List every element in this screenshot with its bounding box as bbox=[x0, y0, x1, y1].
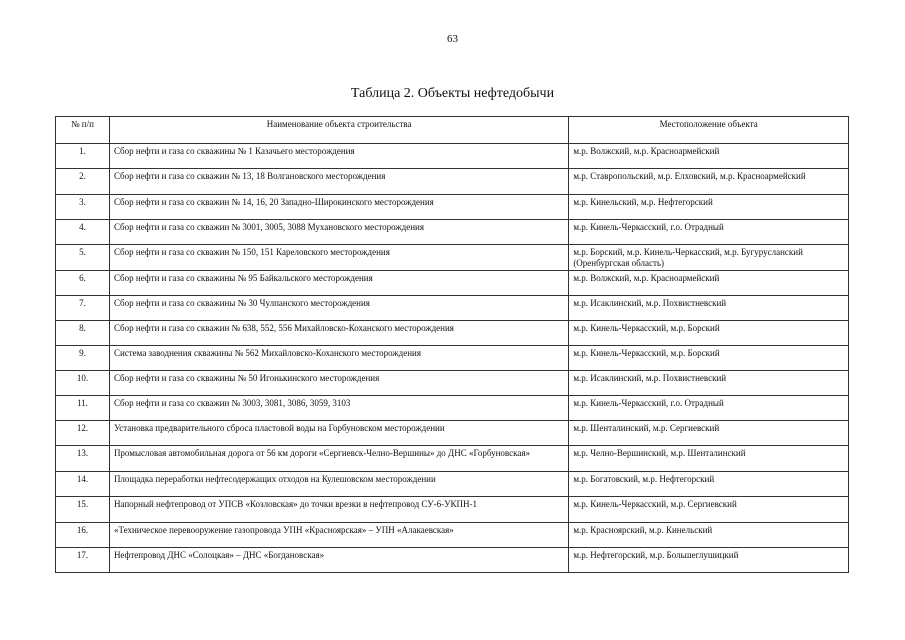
table-row bbox=[56, 144, 849, 169]
objects-table bbox=[55, 116, 849, 573]
row-num: 9. bbox=[56, 346, 110, 371]
table-row bbox=[56, 472, 849, 497]
row-num: 16. bbox=[56, 523, 110, 548]
row-name: Сбор нефти и газа со скважин № 638, 552, 556 Михайловско-Коханского месторождения bbox=[109, 321, 568, 346]
row-location: м.р. Нефтегорский, м.р. Большеглушицкий bbox=[569, 548, 849, 573]
table-row bbox=[56, 523, 849, 548]
row-num: 13. bbox=[56, 446, 110, 472]
table-row bbox=[56, 497, 849, 523]
row-name: Сбор нефти и газа со скважин № 150, 151 Кареловского месторождения bbox=[109, 245, 568, 271]
row-name: Напорный нефтепровод от УПСВ «Козловская» до точки врезки в нефтепровод СУ-6-УКПН-1 bbox=[109, 497, 568, 523]
table-row bbox=[56, 396, 849, 421]
row-location: м.р. Волжский, м.р. Красноармейский bbox=[569, 271, 849, 296]
row-location: м.р. Кинель-Черкасский, г.о. Отрадный bbox=[569, 220, 849, 245]
table-header-row bbox=[56, 117, 849, 144]
row-name: Система заводнения скважины № 562 Михайловско-Коханского месторождения bbox=[109, 346, 568, 371]
row-name: Сбор нефти и газа со скважин № 13, 18 Волгановского месторождения bbox=[109, 169, 568, 195]
row-location: м.р. Исаклинский, м.р. Похвистневский bbox=[569, 296, 849, 321]
row-num: 10. bbox=[56, 371, 110, 396]
table-row bbox=[56, 321, 849, 346]
row-location: м.р. Красноярский, м.р. Кинельский bbox=[569, 523, 849, 548]
row-num: 12. bbox=[56, 421, 110, 446]
row-num: 6. bbox=[56, 271, 110, 296]
row-location: м.р. Волжский, м.р. Красноармейский bbox=[569, 144, 849, 169]
row-location: м.р. Кинель-Черкасский, г.о. Отрадный bbox=[569, 396, 849, 421]
row-location: м.р. Богатовский, м.р. Нефтегорский bbox=[569, 472, 849, 497]
row-location: м.р. Борский, м.р. Кинель-Черкасский, м.р. Бугурусланский (Оренбургская область) bbox=[569, 245, 849, 271]
row-num: 17. bbox=[56, 548, 110, 573]
table-row bbox=[56, 195, 849, 220]
row-location: м.р. Кинель-Черкасский, м.р. Борский bbox=[569, 321, 849, 346]
row-num: 3. bbox=[56, 195, 110, 220]
row-name: Сбор нефти и газа со скважин № 14, 16, 20 Западно-Широкинского месторождения bbox=[109, 195, 568, 220]
row-name: «Техническое перевооружение газопровода УПН «Красноярская» – УПН «Алакаевская» bbox=[109, 523, 568, 548]
header-name: Наименование объекта строительства bbox=[109, 117, 568, 144]
header-location: Местоположение объекта bbox=[569, 117, 849, 144]
row-num: 5. bbox=[56, 245, 110, 271]
row-num: 1. bbox=[56, 144, 110, 169]
row-name: Сбор нефти и газа со скважин № 3003, 3081, 3086, 3059, 3103 bbox=[109, 396, 568, 421]
row-num: 2. bbox=[56, 169, 110, 195]
row-name: Сбор нефти и газа со скважины № 30 Чулпанского месторождения bbox=[109, 296, 568, 321]
row-num: 4. bbox=[56, 220, 110, 245]
row-location: м.р. Исаклинский, м.р. Похвистневский bbox=[569, 371, 849, 396]
row-location: м.р. Кинельский, м.р. Нефтегорский bbox=[569, 195, 849, 220]
row-name: Сбор нефти и газа со скважин № 3001, 3005, 3088 Мухановского месторождения bbox=[109, 220, 568, 245]
table-row bbox=[56, 296, 849, 321]
row-location: м.р. Кинель-Черкасский, м.р. Сергиевский bbox=[569, 497, 849, 523]
row-location: м.р. Шенталинский, м.р. Сергиевский bbox=[569, 421, 849, 446]
row-location: м.р. Ставропольский, м.р. Елховский, м.р. Красноармейский bbox=[569, 169, 849, 195]
header-num: № п/п bbox=[56, 117, 110, 144]
row-num: 7. bbox=[56, 296, 110, 321]
row-location: м.р. Кинель-Черкасский, м.р. Борский bbox=[569, 346, 849, 371]
table-row bbox=[56, 245, 849, 271]
row-name: Сбор нефти и газа со скважины № 50 Игонькинского месторождения bbox=[109, 371, 568, 396]
row-name: Площадка переработки нефтесодержащих отходов на Кулешовском месторождении bbox=[109, 472, 568, 497]
table-row bbox=[56, 346, 849, 371]
table-row bbox=[56, 548, 849, 573]
table-row bbox=[56, 169, 849, 195]
row-num: 11. bbox=[56, 396, 110, 421]
table-row bbox=[56, 371, 849, 396]
row-num: 14. bbox=[56, 472, 110, 497]
row-name: Сбор нефти и газа со скважины № 1 Казачьего месторождения bbox=[109, 144, 568, 169]
table-row bbox=[56, 271, 849, 296]
table-title: Таблица 2. Объекты нефтедобычи bbox=[350, 86, 555, 101]
table-row bbox=[56, 446, 849, 472]
row-num: 8. bbox=[56, 321, 110, 346]
row-name: Промысловая автомобильная дорога от 56 км дороги «Сергиевск-Челно-Вершины» до ДНС «Горбуновская» bbox=[109, 446, 568, 472]
row-name: Нефтепровод ДНС «Солоцкая» – ДНС «Богдановская» bbox=[109, 548, 568, 573]
table-row bbox=[56, 421, 849, 446]
row-location: м.р. Челно-Вершинский, м.р. Шенталинский bbox=[569, 446, 849, 472]
row-num: 15. bbox=[56, 497, 110, 523]
row-name: Установка предварительного сброса пластовой воды на Горбуновском месторождении bbox=[109, 421, 568, 446]
page-number: 63 bbox=[447, 33, 458, 45]
table-row bbox=[56, 220, 849, 245]
row-name: Сбор нефти и газа со скважины № 95 Байкальского месторождения bbox=[109, 271, 568, 296]
